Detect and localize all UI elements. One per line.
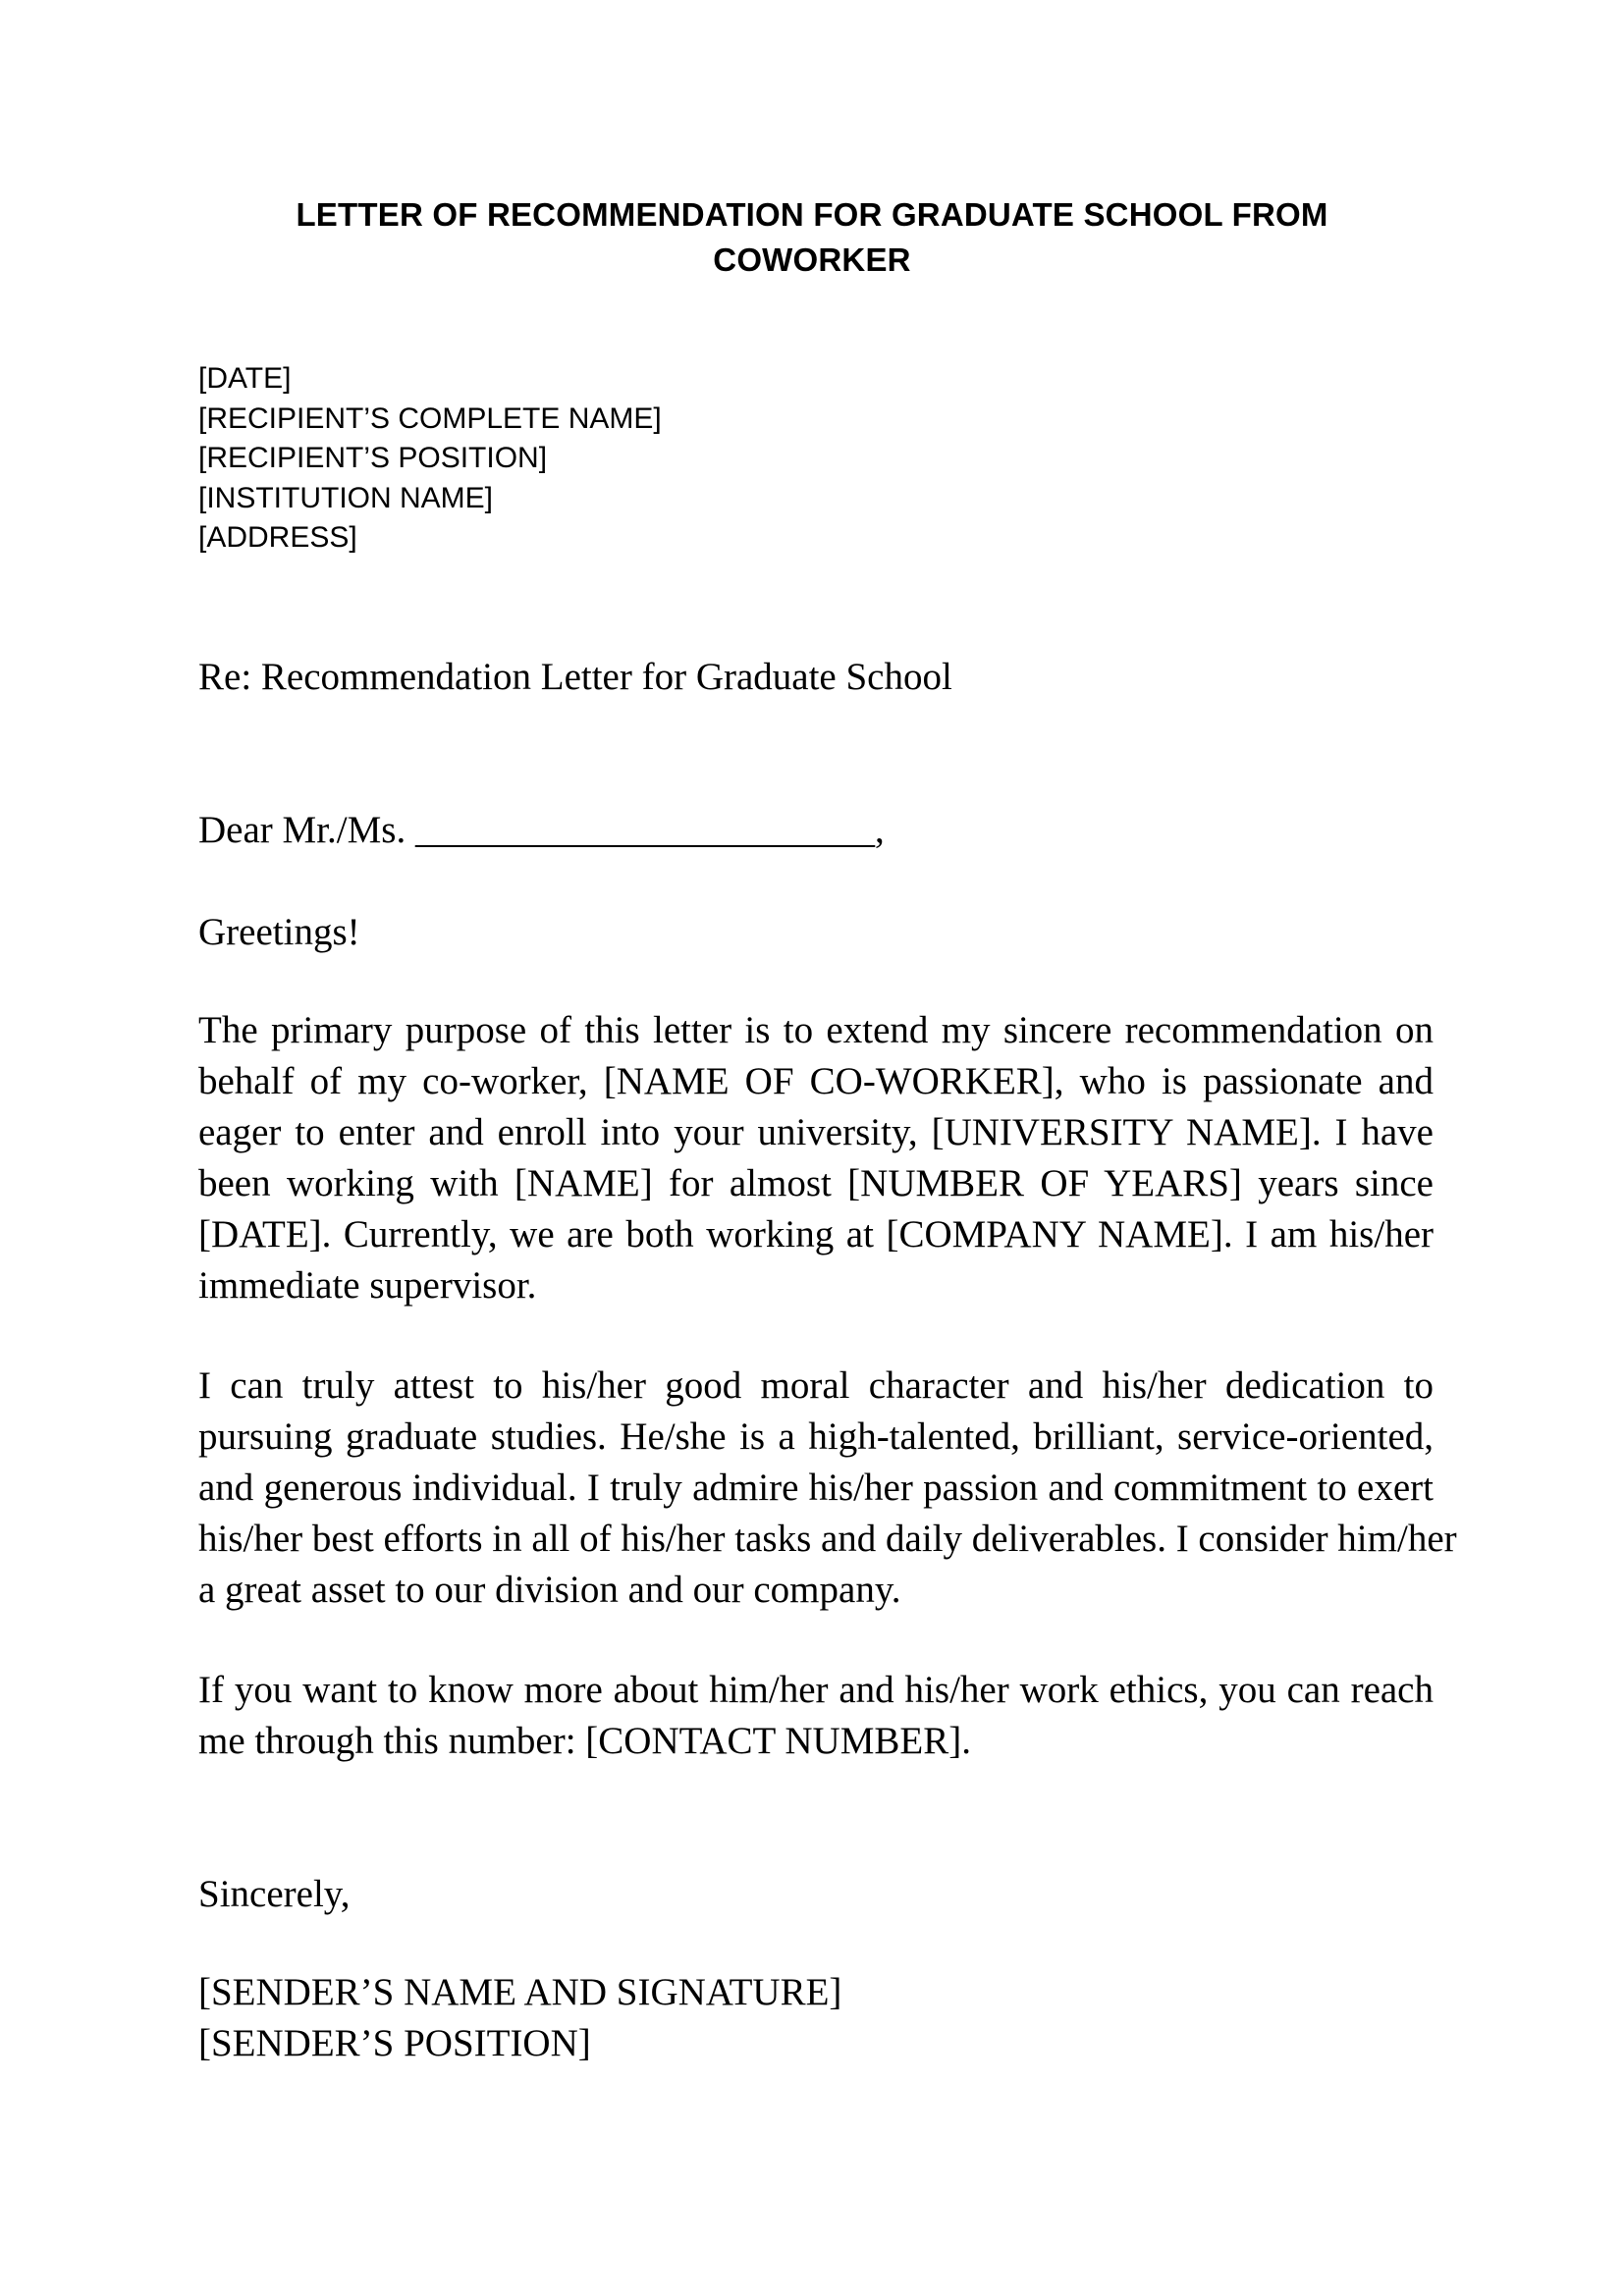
paragraph-line: eager to enter and enroll into your university, [UNIVERSITY NAME]. I have xyxy=(198,1111,1434,1153)
letter-title xyxy=(196,192,1428,283)
title-line-1: LETTER OF RECOMMENDATION FOR GRADUATE SCHOOL FROM xyxy=(296,196,1328,233)
signature-block xyxy=(198,1967,1434,2069)
paragraph-line: a great asset to our division and our company. xyxy=(198,1569,901,1611)
paragraph-line: immediate supervisor. xyxy=(198,1264,537,1307)
body-paragraph-2 xyxy=(198,1361,1457,1616)
paragraph-line: been working with [NAME] for almost [NUMBER OF YEARS] years since xyxy=(198,1162,1434,1204)
paragraph-line: me through this number: [CONTACT NUMBER]. xyxy=(198,1720,971,1762)
paragraph-line: If you want to know more about him/her and his/her work ethics, you can reach xyxy=(198,1669,1434,1711)
paragraph-line: I can truly attest to his/her good moral character and his/her dedication to xyxy=(198,1364,1434,1407)
body-paragraph-1 xyxy=(198,1005,1434,1311)
sender-name-signature-placeholder: [SENDER’S NAME AND SIGNATURE] xyxy=(198,1971,842,2013)
recipient-address-block xyxy=(198,359,662,559)
paragraph-line: and generous individual. I truly admire his/her passion and commitment to exert xyxy=(198,1467,1434,1509)
salutation: Dear Mr./Ms. ________________________, xyxy=(198,809,885,851)
date-placeholder: [DATE] xyxy=(198,362,292,395)
paragraph-line: The primary purpose of this letter is to extend my sincere recommendation on xyxy=(198,1009,1434,1051)
paragraph-line: pursuing graduate studies. He/she is a high-talented, brilliant, service-oriented, xyxy=(198,1415,1434,1458)
subject-line: Re: Recommendation Letter for Graduate School xyxy=(198,656,952,698)
sender-position-placeholder: [SENDER’S POSITION] xyxy=(198,2022,591,2064)
recipient-position-placeholder: [RECIPIENT’S POSITION] xyxy=(198,442,548,474)
title-line-2: COWORKER xyxy=(713,241,911,278)
paragraph-line: behalf of my co-worker, [NAME OF CO-WORKER], who is passionate and xyxy=(198,1060,1434,1102)
institution-name-placeholder: [INSTITUTION NAME] xyxy=(198,481,493,514)
paragraph-line: [DATE]. Currently, we are both working at [COMPANY NAME]. I am his/her xyxy=(198,1213,1434,1255)
recipient-name-placeholder: [RECIPIENT’S COMPLETE NAME] xyxy=(198,401,662,435)
body-paragraph-3 xyxy=(198,1665,1434,1767)
address-placeholder: [ADDRESS] xyxy=(198,521,357,554)
greeting: Greetings! xyxy=(198,911,360,953)
closing: Sincerely, xyxy=(198,1873,351,1915)
paragraph-line: his/her best efforts in all of his/her tasks and daily deliverables. I consider him/her xyxy=(198,1518,1457,1560)
